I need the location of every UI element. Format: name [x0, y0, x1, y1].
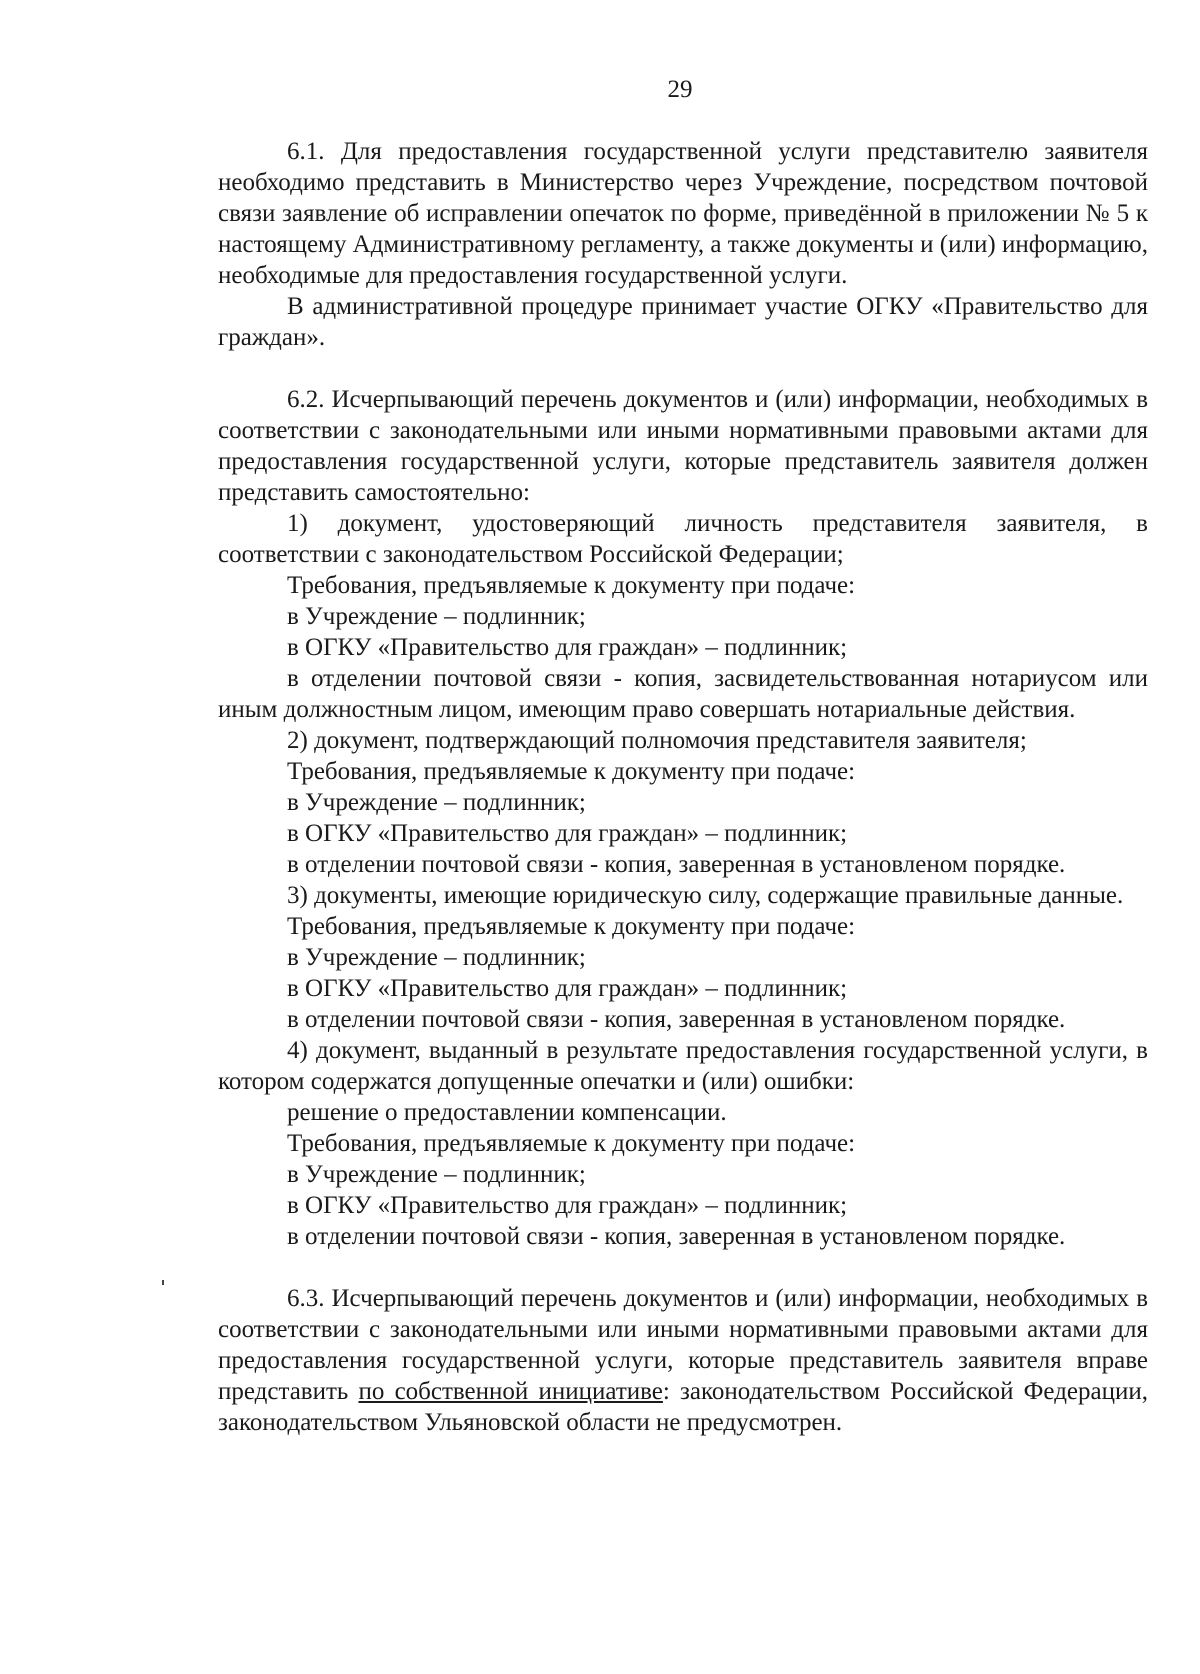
requirement-institution: в Учреждение – подлинник;	[287, 789, 586, 816]
requirement-post-office: в отделении почтовой связи - копия, заверенная в установленом порядке.	[287, 851, 1066, 878]
section-6-3-text-end: : законодательством Российской Федерации, законодательством Ульяновской области не предусмотрен.	[218, 1378, 1148, 1436]
list-item-4: 4) документ, выданный в результате предоставления государственной услуги, в котором содержатся допущенные опечатки и (или) ошибки:	[218, 1037, 1148, 1095]
requirement-ogku: в ОГКУ «Правительство для граждан» – подлинник;	[287, 634, 848, 661]
page-number: 29	[667, 76, 693, 103]
requirement-ogku: в ОГКУ «Правительство для граждан» – подлинник;	[287, 1192, 848, 1219]
requirement-post-office: в отделении почтовой связи - копия, заверенная в установленом порядке.	[287, 1223, 1066, 1250]
requirement-post-office: в отделении почтовой связи - копия, заверенная в установленом порядке.	[287, 1006, 1066, 1033]
section-6-3-paragraph	[218, 1283, 1148, 1438]
requirement-institution: в Учреждение – подлинник;	[287, 1161, 586, 1188]
requirement-post-office: в отделении почтовой связи - копия, засвидетельствованная нотариусом или иным должностным лицом, имеющим право совершать нотариальные действия.	[218, 665, 1148, 723]
scan-speck	[162, 1280, 164, 1285]
list-item-2: 2) документ, подтверждающий полномочия представителя заявителя;	[287, 727, 1027, 754]
requirement-ogku: в ОГКУ «Правительство для граждан» – подлинник;	[287, 975, 848, 1002]
list-item-3: 3) документы, имеющие юридическую силу, содержащие правильные данные.	[287, 882, 1124, 909]
requirements-heading: Требования, предъявляемые к документу при подаче:	[287, 1130, 856, 1157]
requirement-institution: в Учреждение – подлинник;	[287, 944, 586, 971]
requirement-ogku: в ОГКУ «Правительство для граждан» – подлинник;	[287, 820, 848, 847]
requirement-institution: в Учреждение – подлинник;	[287, 603, 586, 630]
document-body	[218, 136, 1148, 1438]
section-6-1-participant: В административной процедуре принимает участие ОГКУ «Правительство для граждан».	[218, 293, 1148, 351]
section-6-1-paragraph: 6.1. Для предоставления государственной услуги представителю заявителя необходимо представить в Министерство через Учреждение, посредством почтовой связи заявление об исправлении опечаток по форме, приведённой в приложении № 5 к настоящему Административному регламенту, а также документы и (или) информацию, необходимые для предоставления государственной услуги.	[218, 138, 1148, 289]
list-item-4-document: решение о предоставлении компенсации.	[287, 1099, 727, 1126]
section-6-3-text-start: 6.3. Исчерпывающий перечень документов и (или) информации, необходимых в соответствии с законодательными или иными нормативными правовыми актами для предоставления государственной услуги, которые представитель заявителя вправе представить	[218, 1285, 1148, 1405]
requirements-heading: Требования, предъявляемые к документу при подаче:	[287, 758, 856, 785]
underlined-phrase: по собственной инициативе	[358, 1378, 663, 1405]
section-6-2-intro: 6.2. Исчерпывающий перечень документов и (или) информации, необходимых в соответствии с законодательными или иными нормативными правовыми актами для предоставления государственной услуги, которые представитель заявителя должен представить самостоятельно:	[218, 386, 1148, 506]
requirements-heading: Требования, предъявляемые к документу при подаче:	[287, 572, 856, 599]
spacer	[218, 353, 1148, 384]
requirements-heading: Требования, предъявляемые к документу при подаче:	[287, 913, 856, 940]
spacer	[218, 1252, 1148, 1283]
list-item-1: 1) документ, удостоверяющий личность представителя заявителя, в соответствии с законодательством Российской Федерации;	[218, 510, 1148, 568]
